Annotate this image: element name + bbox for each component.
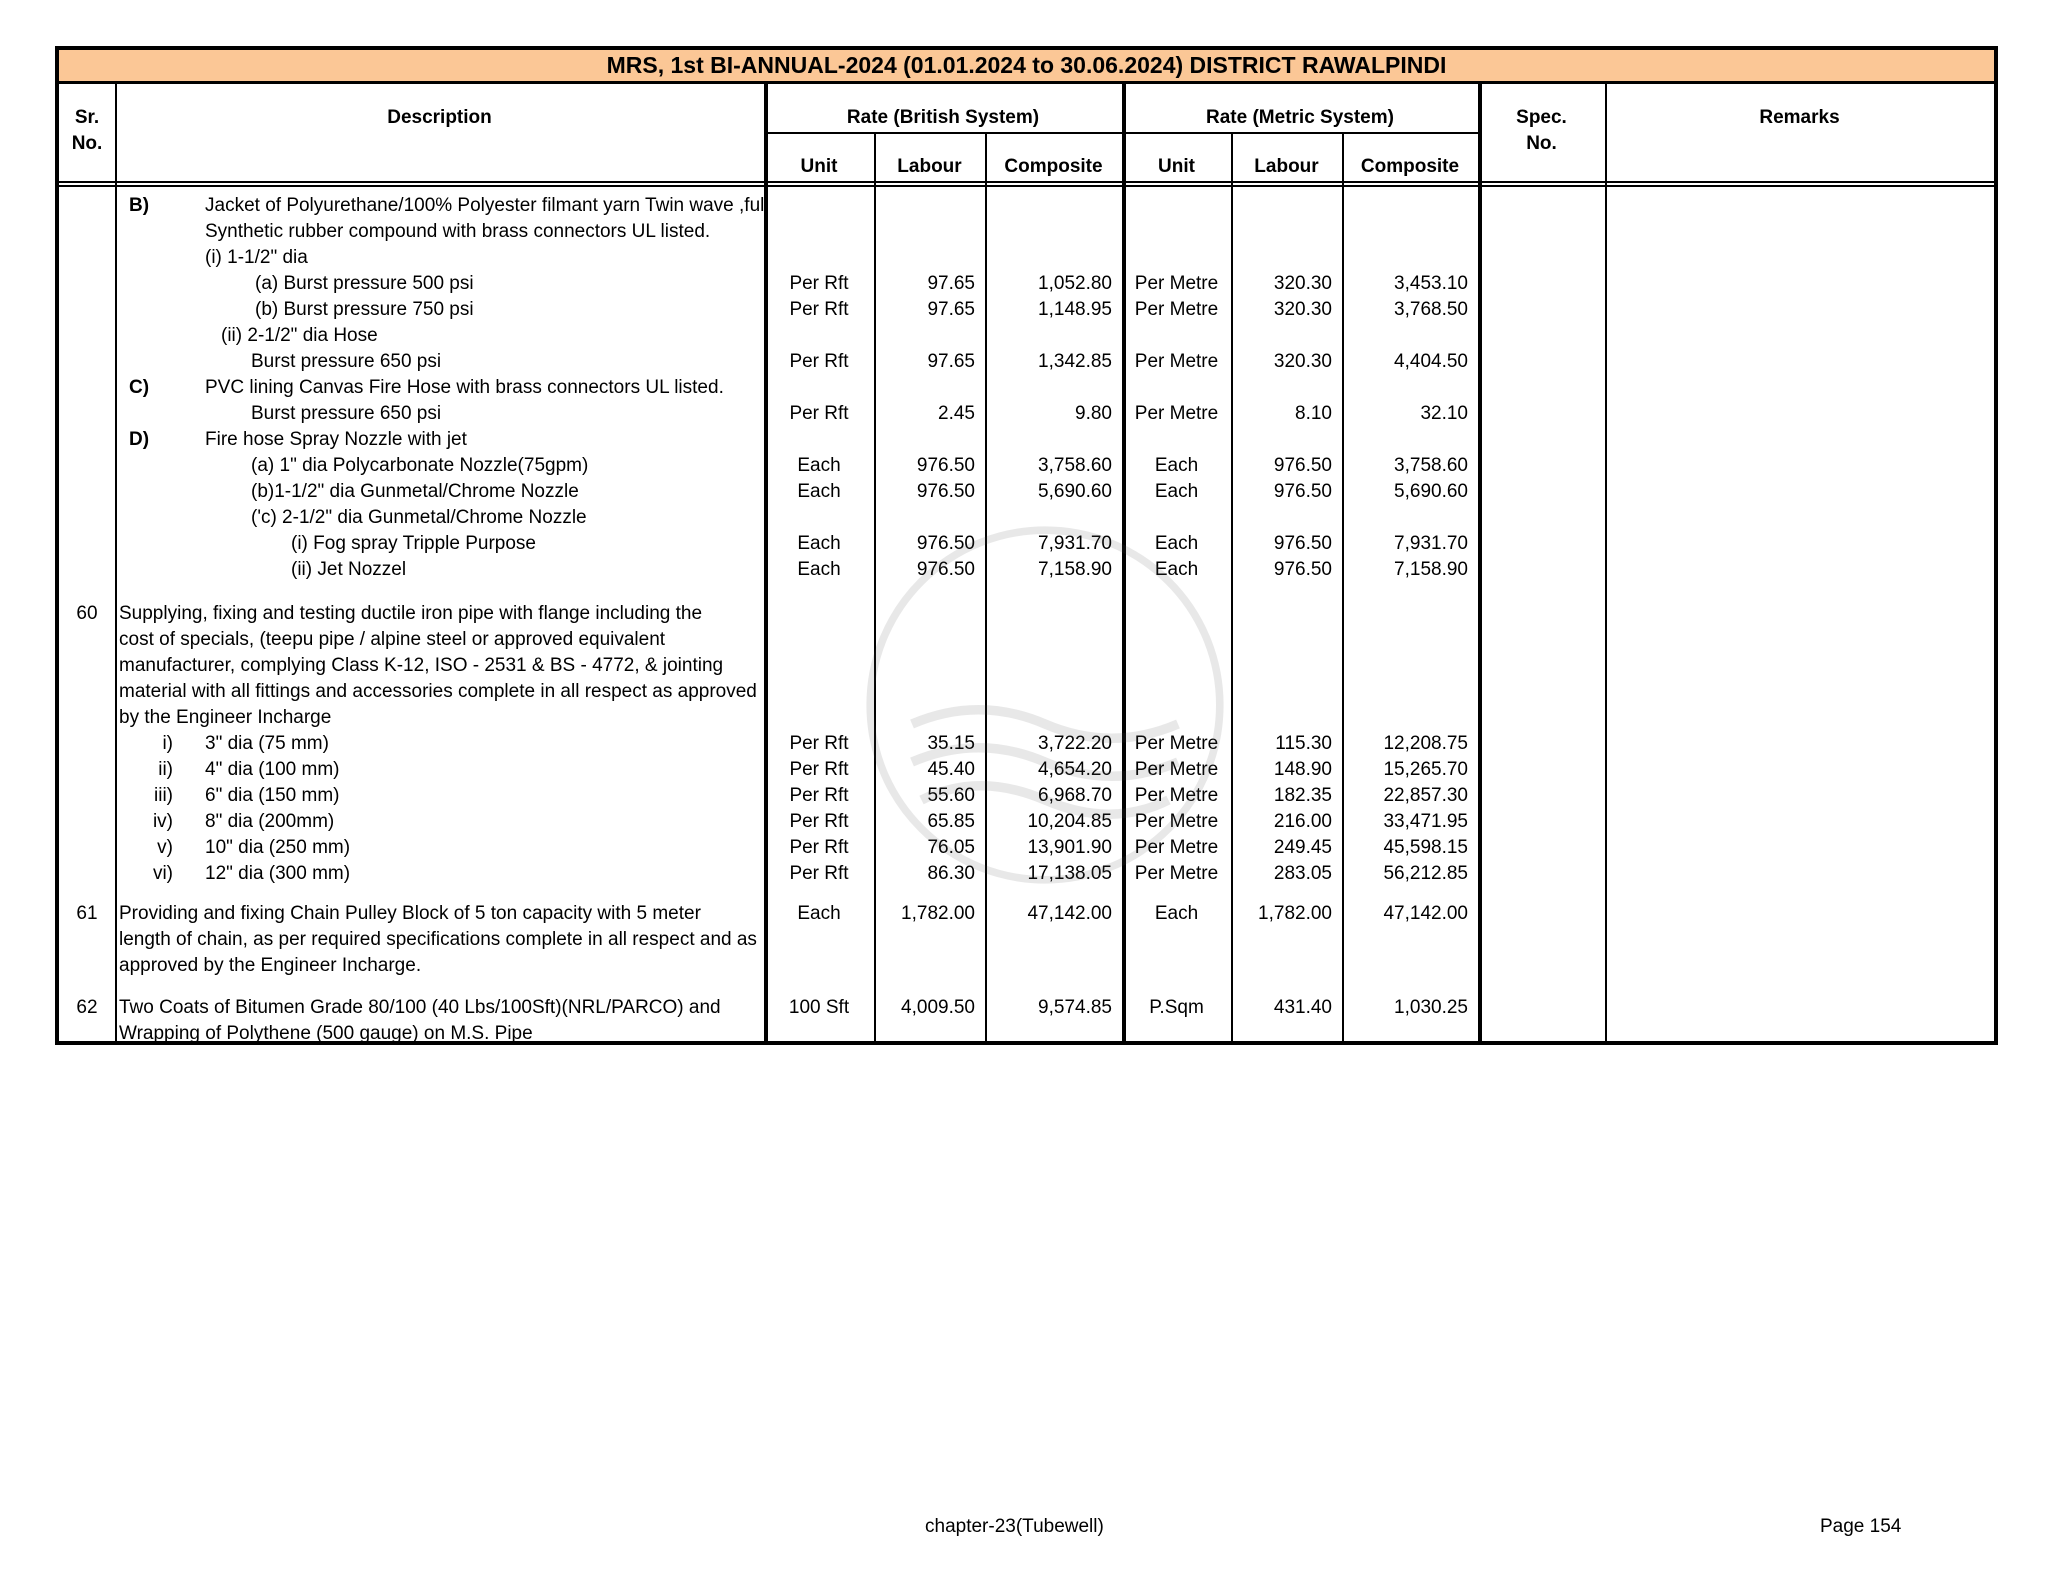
footer-chapter: chapter-23(Tubewell) [925,1516,1104,1537]
cell-ml: 249.45 [1273,837,1332,858]
item-marker: vi) [152,863,173,884]
cell-bu: Per Rft [789,863,849,884]
cell-sr: 62 [76,997,98,1018]
cell-mu: Per Metre [1134,403,1219,424]
cell-bl: 97.65 [927,273,975,294]
cell-mc: 7,931.70 [1394,533,1468,554]
cell-bl: 1,782.00 [901,903,975,924]
cell-mc: 22,857.30 [1383,785,1468,806]
header-description: Description [387,107,492,128]
cell-bu: 100 Sft [788,997,850,1018]
cell-mu: Per Metre [1134,733,1219,754]
header-m-labour: Labour [1254,156,1319,177]
header-spec-no: No. [1526,133,1557,154]
cell-description: (i) 1-1/2" dia [205,247,308,268]
cell-bu: Each [797,903,841,924]
cell-description: Supplying, fixing and testing ductile iron pipe with flange including the [119,603,703,624]
cell-description: (ii) Jet Nozzel [291,559,407,580]
cell-mu: Per Metre [1134,785,1219,806]
cell-bc: 1,052.80 [1038,273,1112,294]
subheader-rule-british [764,132,1122,134]
item-marker: v) [157,837,173,858]
cell-description: 10" dia (250 mm) [205,837,351,858]
header-sr: Sr. [74,107,100,128]
header-spec: Spec. [1516,107,1567,128]
cell-description: (ii) 2-1/2" dia Hose [221,325,378,346]
cell-description: Jacket of Polyurethane/100% Polyester filmant yarn Twin wave ,full [205,195,769,216]
item-marker: i) [162,733,173,754]
cell-bc: 4,654.20 [1038,759,1112,780]
cell-mu: Per Metre [1134,299,1219,320]
cell-bu: Per Rft [789,351,849,372]
cell-bc: 7,158.90 [1038,559,1112,580]
item-marker: B) [129,195,150,216]
cell-description: 8" dia (200mm) [205,811,335,832]
cell-bc: 9,574.85 [1038,997,1112,1018]
header-sr-no: No. [71,133,103,154]
cell-description: length of chain, as per required specifications complete in all respect and as [119,929,757,950]
cell-bu: Per Rft [789,785,849,806]
cell-description: 3" dia (75 mm) [205,733,329,754]
cell-bu: Per Rft [789,837,849,858]
cell-description: 6" dia (150 mm) [205,785,340,806]
cell-mu: Per Metre [1134,759,1219,780]
cell-bu: Each [797,559,841,580]
punjab-emblem-watermark [855,515,1235,895]
footer-page-number: Page 154 [1820,1516,1902,1537]
cell-bu: Per Rft [789,811,849,832]
cell-bc: 1,342.85 [1038,351,1112,372]
cell-ml: 216.00 [1273,811,1332,832]
cell-ml: 431.40 [1273,997,1332,1018]
cell-mc: 56,212.85 [1383,863,1468,884]
cell-bl: 45.40 [927,759,975,780]
cell-description: (b) Burst pressure 750 psi [255,299,474,320]
cell-bc: 7,931.70 [1038,533,1112,554]
cell-mu: Per Metre [1134,863,1219,884]
cell-bu: Per Rft [789,403,849,424]
cell-bu: Per Rft [789,273,849,294]
cell-description: (b)1-1/2" dia Gunmetal/Chrome Nozzle [251,481,579,502]
cell-ml: 320.30 [1273,273,1332,294]
header-b-labour: Labour [897,156,962,177]
item-marker: ii) [158,759,173,780]
cell-bl: 97.65 [927,351,975,372]
cell-bc: 47,142.00 [1027,903,1112,924]
cell-description: (a) Burst pressure 500 psi [255,273,474,294]
item-marker: iv) [152,811,173,832]
cell-description: manufacturer, complying Class K-12, ISO - 2531 & BS - 4772, & jointing [119,655,724,676]
cell-mc: 47,142.00 [1383,903,1468,924]
subheader-rule-metric [1122,132,1478,134]
cell-mc: 32.10 [1420,403,1468,424]
item-marker: C) [129,377,150,398]
cell-description: 4" dia (100 mm) [205,759,340,780]
cell-bl: 35.15 [927,733,975,754]
cell-ml: 1,782.00 [1258,903,1332,924]
cell-bl: 55.60 [927,785,975,806]
cell-bc: 10,204.85 [1027,811,1112,832]
cell-ml: 976.50 [1273,455,1332,476]
cell-bl: 65.85 [927,811,975,832]
cell-description: PVC lining Canvas Fire Hose with brass connectors UL listed. [205,377,724,398]
cell-description: (a) 1" dia Polycarbonate Nozzle(75gpm) [251,455,589,476]
cell-mu: Per Metre [1134,273,1219,294]
cell-bu: Per Rft [789,299,849,320]
cell-ml: 115.30 [1275,733,1332,754]
cell-mu: Each [1154,559,1199,580]
cell-bc: 3,722.20 [1038,733,1112,754]
cell-ml: 283.05 [1273,863,1332,884]
cell-bu: Each [797,533,841,554]
document-title: MRS, 1st BI-ANNUAL-2024 (01.01.2024 to 30.06.2024) DISTRICT RAWALPINDI [59,50,1994,84]
cell-bc: 6,968.70 [1038,785,1112,806]
cell-bl: 976.50 [916,481,975,502]
cell-description: Synthetic rubber compound with brass connectors UL listed. [205,221,711,242]
cell-mu: P.Sqm [1149,997,1204,1018]
cell-mu: Each [1154,481,1199,502]
cell-bl: 2.45 [938,403,975,424]
cell-bu: Each [797,455,841,476]
cell-ml: 182.35 [1273,785,1332,806]
cell-mu: Each [1154,533,1199,554]
header-rate-british: Rate (British System) [846,107,1040,128]
cell-mu: Each [1154,455,1199,476]
cell-mu: Each [1154,903,1199,924]
cell-bc: 1,148.95 [1038,299,1112,320]
col-divider-spec [1605,81,1607,1045]
cell-description: Burst pressure 650 psi [251,403,442,424]
cell-sr: 60 [76,603,98,624]
cell-mc: 4,404.50 [1394,351,1468,372]
cell-mu: Per Metre [1134,811,1219,832]
header-b-unit: Unit [800,156,838,177]
cell-mc: 7,158.90 [1394,559,1468,580]
col-divider-metric [1478,81,1482,1045]
cell-description: Two Coats of Bitumen Grade 80/100 (40 Lbs/100Sft)(NRL/PARCO) and [119,997,721,1018]
cell-mc: 3,453.10 [1394,273,1468,294]
cell-description: (i) Fog spray Tripple Purpose [291,533,536,554]
col-divider-sr [115,81,117,1045]
cell-mc: 1,030.25 [1394,997,1468,1018]
cell-bl: 976.50 [916,455,975,476]
cell-bc: 9.80 [1075,403,1112,424]
cell-description: cost of specials, (teepu pipe / alpine steel or approved equivalent [119,629,666,650]
cell-bl: 976.50 [916,533,975,554]
cell-bl: 86.30 [927,863,975,884]
cell-ml: 976.50 [1273,559,1332,580]
cell-description: Burst pressure 650 psi [251,351,442,372]
cell-mc: 45,598.15 [1383,837,1468,858]
cell-description: ('c) 2-1/2" dia Gunmetal/Chrome Nozzle [251,507,587,528]
cell-ml: 320.30 [1273,351,1332,372]
header-bottom-rule-2 [59,185,1994,187]
cell-bu: Per Rft [789,733,849,754]
cell-bu: Each [797,481,841,502]
cell-mu: Per Metre [1134,351,1219,372]
cell-bc: 17,138.05 [1027,863,1112,884]
cell-bc: 5,690.60 [1038,481,1112,502]
cell-ml: 320.30 [1273,299,1332,320]
cell-bl: 76.05 [927,837,975,858]
cell-description: Providing and fixing Chain Pulley Block of 5 ton capacity with 5 meter [119,903,701,924]
item-marker: D) [129,429,150,450]
header-remarks: Remarks [1759,107,1840,128]
cell-sr: 61 [76,903,98,924]
cell-mc: 33,471.95 [1383,811,1468,832]
cell-ml: 976.50 [1273,481,1332,502]
cell-bl: 976.50 [916,559,975,580]
cell-mc: 3,768.50 [1394,299,1468,320]
cell-description: Fire hose Spray Nozzle with jet [205,429,467,450]
cell-ml: 148.90 [1273,759,1332,780]
header-m-unit: Unit [1158,156,1195,177]
cell-description: material with all fittings and accessories complete in all respect as approved [119,681,757,702]
cell-mu: Per Metre [1134,837,1219,858]
cell-mc: 12,208.75 [1383,733,1468,754]
cell-description: by the Engineer Incharge [119,707,332,728]
cell-mc: 3,758.60 [1394,455,1468,476]
cell-ml: 976.50 [1273,533,1332,554]
cell-bl: 97.65 [927,299,975,320]
header-rate-metric: Rate (Metric System) [1206,107,1394,128]
cell-bl: 4,009.50 [901,997,975,1018]
cell-bc: 3,758.60 [1038,455,1112,476]
header-b-composite: Composite [1004,156,1103,177]
cell-bc: 13,901.90 [1027,837,1112,858]
cell-description: 12" dia (300 mm) [205,863,351,884]
cell-description: Wrapping of Polythene (500 gauge) on M.S. Pipe [119,1023,533,1044]
cell-mc: 5,690.60 [1394,481,1468,502]
cell-mc: 15,265.70 [1383,759,1468,780]
header-m-composite: Composite [1360,156,1460,177]
header-bottom-rule [59,181,1994,183]
cell-bu: Per Rft [789,759,849,780]
cell-description: approved by the Engineer Incharge. [119,955,422,976]
item-marker: iii) [154,785,173,806]
cell-ml: 8.10 [1295,403,1332,424]
